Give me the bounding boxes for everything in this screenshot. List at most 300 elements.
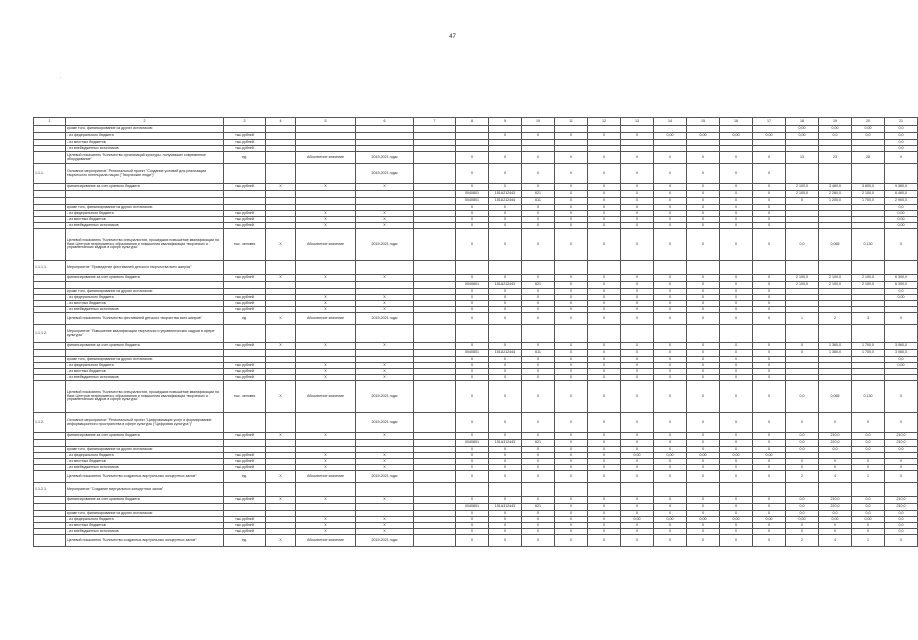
table-cell: X (720, 465, 753, 471)
table-cell (588, 261, 621, 275)
table-cell: 6 460,0 (885, 191, 918, 198)
table-cell: X (555, 375, 588, 381)
table-cell: X (621, 357, 654, 363)
table-cell: X (489, 229, 522, 261)
table-cell: X (687, 413, 720, 433)
table-cell: Абсолютное значение (296, 535, 356, 547)
table-cell: X (720, 198, 753, 205)
table-cell: X (654, 217, 687, 223)
table-cell: X (885, 152, 918, 164)
table-cell (296, 198, 356, 205)
table-cell: X (720, 447, 753, 453)
table-cell (224, 282, 266, 289)
table-row (34, 343, 918, 350)
table-cell (621, 325, 654, 343)
table-cell: X (489, 465, 522, 471)
table-cell: X (753, 350, 786, 357)
table-cell: X (687, 307, 720, 313)
table-cell: 0,0 (885, 205, 918, 211)
table-cell: X (687, 152, 720, 164)
table-cell: X (720, 497, 753, 504)
table-cell: 0,0 (885, 523, 918, 529)
table-cell: тыс.рублей (224, 529, 266, 535)
table-row (34, 440, 918, 447)
table-cell (885, 164, 918, 184)
table-cell: 0,0 (786, 229, 819, 261)
table-cell: X (555, 133, 588, 140)
table-cell: 2 100,0 (786, 282, 819, 289)
table-cell (687, 126, 720, 133)
table-cell: X (621, 211, 654, 217)
table-cell: X (753, 152, 786, 164)
table-cell: X (588, 459, 621, 465)
table-cell: X (621, 447, 654, 453)
table-cell: ед. (224, 471, 266, 483)
table-cell (34, 535, 66, 547)
table-cell (266, 350, 296, 357)
table-cell: X (555, 343, 588, 350)
table-cell: X (786, 523, 819, 529)
table-cell: X (621, 523, 654, 529)
table-cell: Целевой показатель "Количество организаций культуры, получивших современное оборудование" (66, 152, 224, 164)
table-cell: X (522, 301, 555, 307)
table-cell: 2 100,0 (852, 275, 885, 282)
table-cell: X (654, 413, 687, 433)
table-cell: Абсолютное значение (296, 471, 356, 483)
table-cell (224, 191, 266, 198)
table-cell: X (654, 529, 687, 535)
table-cell: 210,0 (885, 433, 918, 440)
table-cell (414, 313, 456, 325)
table-cell (885, 483, 918, 497)
table-cell: X (720, 223, 753, 229)
table-cell: 0,00 (852, 517, 885, 523)
column-header: 19 (819, 118, 852, 126)
table-cell: X (588, 217, 621, 223)
table-cell: X (296, 523, 356, 529)
table-cell: 0,00 (786, 126, 819, 133)
table-cell: 0,0 (885, 126, 918, 133)
table-cell: 0,0 (885, 357, 918, 363)
table-cell: 0,0 (786, 504, 819, 511)
table-cell (414, 164, 456, 184)
table-row (34, 483, 918, 497)
table-cell (356, 198, 414, 205)
table-cell (621, 483, 654, 497)
table-cell: X (489, 529, 522, 535)
table-cell: X (456, 375, 489, 381)
table-cell: X (720, 184, 753, 191)
table-cell: X (588, 313, 621, 325)
table-cell: X (753, 205, 786, 211)
table-cell (414, 282, 456, 289)
table-cell: X (687, 350, 720, 357)
table-cell: 0,00 (621, 517, 654, 523)
table-row (34, 191, 918, 198)
table-cell: 210,0 (885, 504, 918, 511)
table-cell: X (588, 343, 621, 350)
table-cell: тыс.рублей (224, 523, 266, 529)
column-header: 21 (885, 118, 918, 126)
table-cell: X (654, 282, 687, 289)
table-cell: X (456, 313, 489, 325)
table-cell: X (356, 459, 414, 465)
table-cell (852, 483, 885, 497)
table-cell: X (456, 381, 489, 413)
table-cell: X (786, 198, 819, 205)
table-cell: X (522, 152, 555, 164)
table-cell: X (621, 433, 654, 440)
table-cell: X (522, 453, 555, 459)
table-cell: 1.1.1.2. (34, 325, 66, 343)
table-cell (296, 164, 356, 184)
table-cell: X (555, 223, 588, 229)
table-cell: тыс.рублей (224, 375, 266, 381)
table-cell: 1.1.1.1. (34, 261, 66, 275)
table-cell: 0,00 (786, 517, 819, 523)
table-cell: X (654, 471, 687, 483)
table-cell (34, 381, 66, 413)
table-row (34, 282, 918, 289)
table-cell (414, 440, 456, 447)
table-cell: X (456, 465, 489, 471)
table-cell: кроме того, финансирование из других источников: (66, 357, 224, 363)
table-cell: X (522, 133, 555, 140)
table-cell: X (588, 357, 621, 363)
table-cell: 1 700,0 (852, 198, 885, 205)
table-cell: X (266, 229, 296, 261)
table-cell: X (621, 369, 654, 375)
table-cell (786, 325, 819, 343)
table-cell: X (687, 369, 720, 375)
table-cell (414, 325, 456, 343)
table-cell: X (687, 184, 720, 191)
table-cell: X (621, 217, 654, 223)
table-cell: X (687, 198, 720, 205)
table-cell: тыс.рублей (224, 517, 266, 523)
table-cell: 0,0 (885, 140, 918, 146)
table-cell: X (621, 275, 654, 282)
table-cell (753, 126, 786, 133)
table-cell: X (687, 471, 720, 483)
table-cell: X (852, 529, 885, 535)
table-cell: Целевой показатель "Количество созданных виртуальных концертных залов" (66, 471, 224, 483)
table-cell: X (555, 471, 588, 483)
table-cell: X (522, 211, 555, 217)
table-cell (356, 126, 414, 133)
table-cell: X (654, 381, 687, 413)
table-cell: 4 (819, 535, 852, 547)
table-cell: X (555, 440, 588, 447)
table-cell (356, 483, 414, 497)
table-cell: X (753, 497, 786, 504)
table-cell (266, 282, 296, 289)
table-cell: X (720, 313, 753, 325)
table-cell (522, 126, 555, 133)
table-cell: X (753, 447, 786, 453)
table-row (34, 133, 918, 140)
table-cell: X (753, 535, 786, 547)
table-cell: 0040801 (456, 198, 489, 205)
table-cell: X (555, 217, 588, 223)
table-cell (34, 440, 66, 447)
table-cell: 0,0 (852, 497, 885, 504)
table-cell: 28 (852, 152, 885, 164)
table-cell: X (852, 459, 885, 465)
table-cell: X (654, 440, 687, 447)
table-cell: тыс.рублей (224, 301, 266, 307)
table-cell (414, 413, 456, 433)
table-cell: X (555, 164, 588, 184)
table-cell: X (885, 413, 918, 433)
table-cell: X (720, 205, 753, 211)
table-cell: X (356, 375, 414, 381)
table-cell: X (621, 504, 654, 511)
table-cell: тыс.рублей (224, 133, 266, 140)
table-cell: 1 (852, 535, 885, 547)
table-cell: X (456, 459, 489, 465)
table-cell: X (885, 229, 918, 261)
column-header: 17 (753, 118, 786, 126)
table-cell: - из федерального бюджета (66, 211, 224, 217)
table-cell (819, 325, 852, 343)
table-cell (356, 350, 414, 357)
table-cell (414, 275, 456, 282)
table-cell: 2 (786, 535, 819, 547)
column-header: 5 (296, 118, 356, 126)
table-cell: - из федерального бюджета (66, 133, 224, 140)
table-cell: тыс.рублей (224, 343, 266, 350)
table-cell: 621 (522, 282, 555, 289)
table-cell: 210,0 (885, 440, 918, 447)
table-cell: X (654, 363, 687, 369)
table-cell: тыс.рублей (224, 459, 266, 465)
table-cell (414, 343, 456, 350)
table-cell: Основное мероприятие "Региональный проект "Цифровизация услуг и формирование информационного пространства в сфере культуры ("Цифровая культура")" (66, 413, 224, 433)
table-cell (720, 483, 753, 497)
table-cell (356, 191, 414, 198)
table-cell: 0,00 (687, 133, 720, 140)
table-cell: X (296, 211, 356, 217)
table-cell (414, 535, 456, 547)
table-cell: X (621, 205, 654, 211)
table-cell: X (687, 523, 720, 529)
table-cell: X (621, 535, 654, 547)
table-cell: X (555, 184, 588, 191)
table-row (34, 313, 918, 325)
table-cell: 6 300,0 (885, 282, 918, 289)
table-cell: X (588, 211, 621, 217)
table-cell: X (687, 343, 720, 350)
table-cell: 2019-2021 годы (356, 413, 414, 433)
table-cell: X (296, 529, 356, 535)
table-cell: X (687, 191, 720, 198)
table-cell: 2019-2021 годы (356, 229, 414, 261)
table-cell (654, 483, 687, 497)
table-cell: X (456, 184, 489, 191)
table-cell: тыс.рублей (224, 453, 266, 459)
table-cell: X (654, 511, 687, 517)
table-cell: X (753, 282, 786, 289)
table-cell: X (588, 307, 621, 313)
table-cell: 1 700,0 (852, 350, 885, 357)
table-cell (414, 497, 456, 504)
table-cell: X (266, 343, 296, 350)
table-cell (224, 350, 266, 357)
table-cell: X (588, 223, 621, 229)
column-header: 12 (588, 118, 621, 126)
table-cell: X (753, 465, 786, 471)
table-cell: X (654, 275, 687, 282)
table-cell: X (588, 529, 621, 535)
table-cell: X (786, 343, 819, 350)
table-row (34, 152, 918, 164)
table-cell (720, 325, 753, 343)
table-cell (34, 191, 66, 198)
table-cell: X (720, 295, 753, 301)
column-header: 16 (720, 118, 753, 126)
table-cell: X (621, 307, 654, 313)
table-cell: X (555, 381, 588, 413)
table-row (34, 126, 918, 133)
table-cell: X (489, 517, 522, 523)
table-cell: X (456, 301, 489, 307)
table-cell (296, 440, 356, 447)
table-cell (753, 483, 786, 497)
table-cell (356, 282, 414, 289)
page-number: 47 (449, 34, 456, 40)
table-cell: X (296, 433, 356, 440)
table-cell: X (720, 471, 753, 483)
table-cell: X (456, 517, 489, 523)
table-cell: X (588, 295, 621, 301)
table-cell: X (522, 511, 555, 517)
table-cell: X (621, 282, 654, 289)
table-cell: X (456, 471, 489, 483)
table-cell: X (588, 184, 621, 191)
table-cell (414, 184, 456, 191)
table-cell (66, 282, 224, 289)
table-cell: X (555, 191, 588, 198)
table-cell: X (687, 289, 720, 295)
table-cell: тыс.рублей (224, 465, 266, 471)
table-cell: X (489, 313, 522, 325)
table-cell: X (356, 223, 414, 229)
table-cell (852, 164, 885, 184)
table-cell: X (621, 511, 654, 517)
table-cell: X (654, 198, 687, 205)
table-cell: X (654, 191, 687, 198)
table-cell (687, 483, 720, 497)
table-cell: X (753, 375, 786, 381)
table-cell: X (588, 191, 621, 198)
table-cell: Абсолютное значение (296, 313, 356, 325)
table-cell: X (356, 301, 414, 307)
table-cell: X (588, 164, 621, 184)
table-cell: X (654, 205, 687, 211)
table-cell (34, 275, 66, 282)
table-cell: X (522, 205, 555, 211)
table-cell: Основное мероприятие "Региональный проект "Создание условий для реализации творческого потенциала нации ("Творческие люди")" (66, 164, 224, 184)
table-cell: Мероприятие "Проведение фестивалей детского творчества всех жанров" (66, 261, 224, 275)
table-cell: 2 100,0 (852, 282, 885, 289)
table-cell: 0,0 (885, 133, 918, 140)
table-cell: X (266, 313, 296, 325)
table-cell (34, 343, 66, 350)
table-cell: X (687, 504, 720, 511)
table-cell: 0,0 (786, 381, 819, 413)
table-cell: тыс.рублей (224, 497, 266, 504)
table-cell: тыс.рублей (224, 184, 266, 191)
table-cell: X (555, 295, 588, 301)
table-cell: X (489, 133, 522, 140)
table-cell: 0,00 (753, 453, 786, 459)
table-cell: X (456, 211, 489, 217)
table-cell: 0,0 (852, 133, 885, 140)
table-cell (356, 504, 414, 511)
table-cell: 2019-2021 годы (356, 381, 414, 413)
table-cell: 13 (786, 152, 819, 164)
table-cell: - из федерального бюджета (66, 517, 224, 523)
table-cell: X (356, 369, 414, 375)
table-cell: X (654, 497, 687, 504)
table-cell: X (266, 184, 296, 191)
table-cell: 1 360,0 (819, 350, 852, 357)
table-cell: X (296, 465, 356, 471)
table-cell: X (621, 459, 654, 465)
table-cell: 210,0 (819, 440, 852, 447)
table-cell: X (456, 307, 489, 313)
table-cell: X (296, 307, 356, 313)
table-cell: X (489, 275, 522, 282)
table-cell: X (753, 184, 786, 191)
table-cell: X (819, 465, 852, 471)
table-cell: X (555, 205, 588, 211)
table-cell: X (489, 363, 522, 369)
table-cell: X (885, 381, 918, 413)
table-cell: тыс.рублей (224, 217, 266, 223)
table-cell: X (654, 301, 687, 307)
table-cell: Абсолютное значение (296, 381, 356, 413)
table-cell: X (522, 184, 555, 191)
table-cell: X (687, 465, 720, 471)
table-cell: X (720, 504, 753, 511)
table-cell (414, 433, 456, 440)
table-cell: X (555, 504, 588, 511)
table-cell: X (522, 363, 555, 369)
table-cell: X (621, 471, 654, 483)
table-cell: X (489, 511, 522, 517)
table-cell: X (266, 381, 296, 413)
table-cell: - из федерального бюджета (66, 453, 224, 459)
table-cell: X (753, 164, 786, 184)
table-cell: финансирование за счет краевого бюджета (66, 184, 224, 191)
table-cell (555, 325, 588, 343)
table-cell: Абсолютное значение (296, 229, 356, 261)
table-cell: 0,00 (885, 295, 918, 301)
table-cell (296, 350, 356, 357)
table-cell: тыс. человек (224, 229, 266, 261)
table-cell: 0040801 (456, 282, 489, 289)
table-cell: X (356, 517, 414, 523)
table-cell: ед. (224, 535, 266, 547)
table-cell: X (296, 301, 356, 307)
table-cell: X (852, 413, 885, 433)
table-cell: X (753, 440, 786, 447)
table-cell: X (356, 211, 414, 217)
table-cell: X (621, 301, 654, 307)
table-cell (489, 126, 522, 133)
